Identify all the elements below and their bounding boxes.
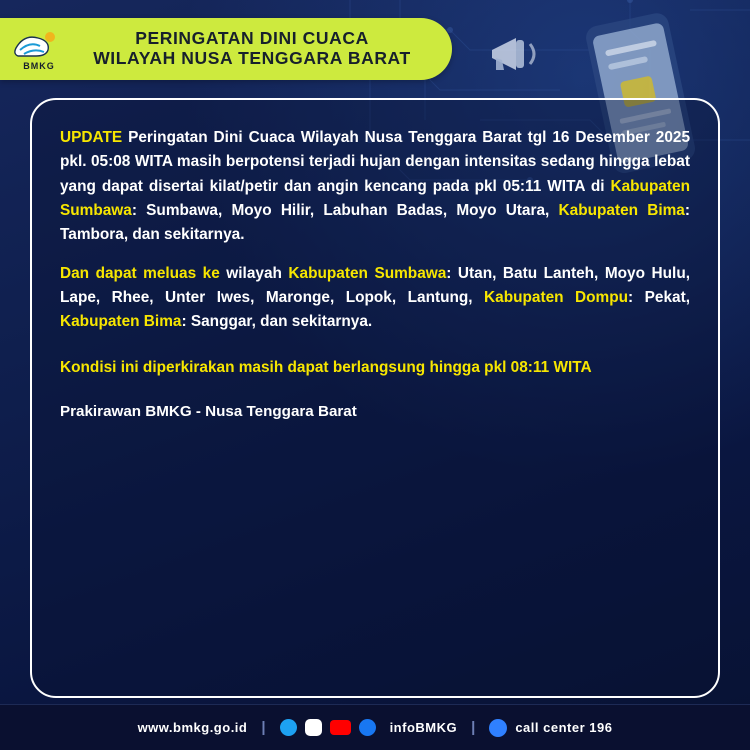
call-center-text: call center 196 (515, 720, 613, 735)
highlighted-text: Kabupaten Bima (558, 201, 685, 219)
highlighted-text: Kabupaten Sumbawa (288, 264, 447, 282)
megaphone-icon (482, 22, 554, 86)
bmkg-logo-icon (12, 28, 66, 60)
footer-separator-2: | (471, 719, 476, 736)
body-text: : Pekat, (628, 288, 690, 306)
body-text: : Sumbawa, Moyo Hilir, Labuhan Badas, Moyo Utara, (131, 201, 559, 219)
social-handle: infoBMKG (389, 720, 458, 735)
poster-title (78, 29, 452, 68)
highlighted-text: Kabupaten Bima (60, 313, 182, 331)
title-line-2: WILAYAH NUSA TENGGARA BARAT (93, 48, 411, 68)
twitter-icon[interactable] (280, 719, 297, 736)
highlighted-text: Kabupaten Sumbawa (60, 177, 690, 219)
website-link[interactable]: www.bmkg.go.id (137, 720, 248, 735)
youtube-icon[interactable] (330, 720, 351, 735)
phone-icon (489, 719, 507, 737)
warning-paragraph-1 (60, 126, 690, 248)
warning-paragraph-2 (60, 262, 690, 335)
warning-card (30, 98, 720, 698)
body-text: wilayah (219, 264, 289, 282)
footer-bar (0, 704, 750, 750)
body-text: Peringatan Dini Cuaca Wilayah Nusa Tenggara Barat tgl 16 Desember 2025 pkl. 05:08 WITA masih berpotensi terjadi hujan dengan intensitas sedang hingga lebat yang dapat disertai kilat/petir dan angin kencang pada pkl 05:11 WITA di (60, 129, 690, 195)
bmkg-logo (0, 18, 78, 80)
bmkg-logo-label: BMKG (23, 60, 55, 71)
social-icons (280, 719, 376, 736)
facebook-icon[interactable] (359, 719, 376, 736)
forecaster-signature: Prakirawan BMKG - Nusa Tenggara Barat (60, 402, 357, 420)
highlighted-text: Kabupaten Dompu (484, 288, 629, 306)
header-banner (0, 18, 452, 80)
call-center-group (489, 719, 612, 737)
title-line-1: PERINGATAN DINI CUACA (135, 28, 369, 49)
body-text: : Utan, Batu Lanteh, Moyo Hulu, Lape, Rhee, Unter Iwes, Maronge, Lopok, Lantung, (60, 264, 690, 306)
body-text: : Sanggar, dan sekitarnya. (181, 313, 373, 331)
highlighted-text: Dan dapat meluas ke (60, 264, 220, 282)
warning-duration-text: Kondisi ini diperkirakan masih dapat berlangsung hingga pkl 08:11 WITA (60, 358, 592, 376)
footer-separator-1: | (261, 719, 266, 736)
body-text: : Tambora, dan sekitarnya. (60, 201, 690, 244)
highlighted-text: UPDATE (60, 129, 123, 146)
instagram-icon[interactable] (305, 719, 322, 736)
